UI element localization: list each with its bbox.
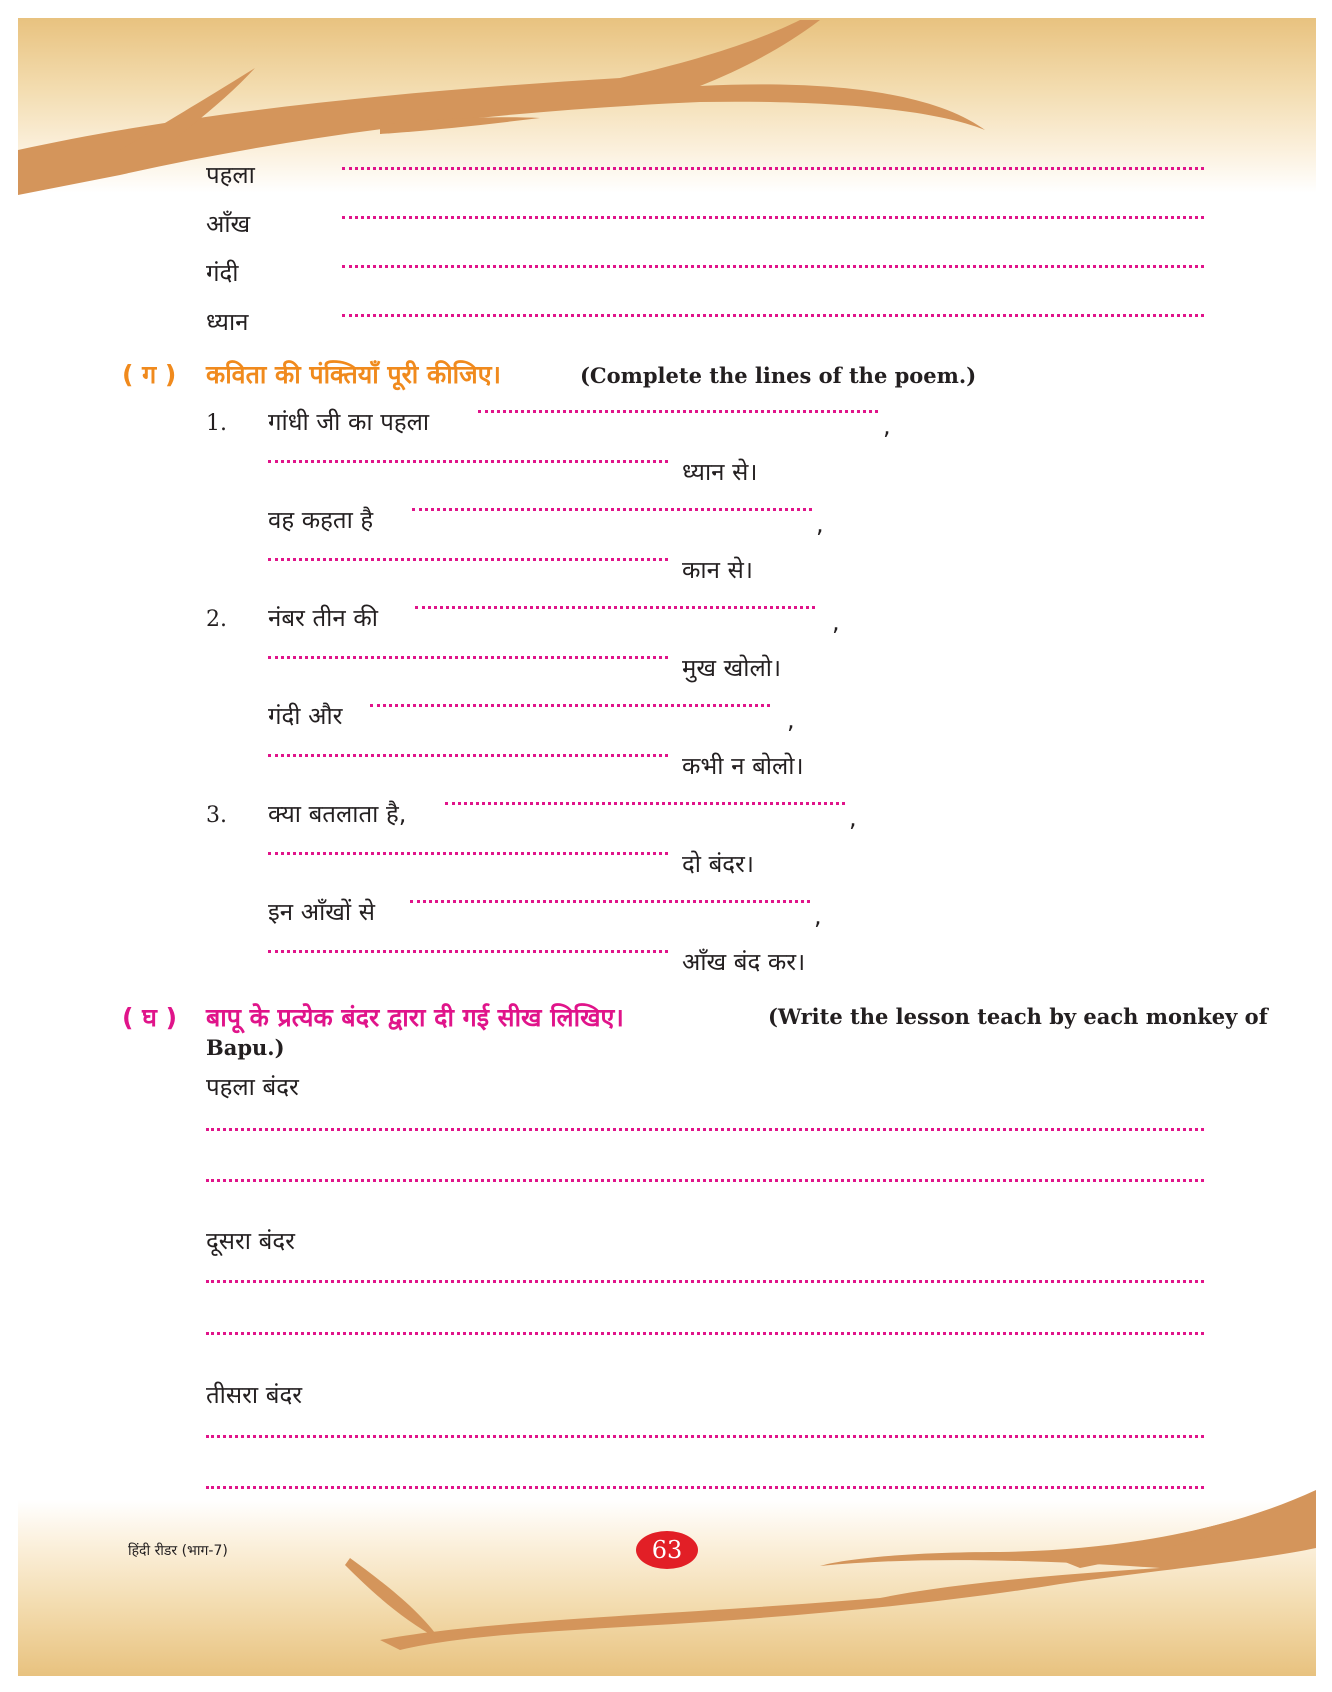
section-gha-title-en: (Write the lesson teach by each monkey of [768,1004,1268,1029]
item-1-line3-blank[interactable] [412,508,812,511]
section-gha-label: ( घ ) [122,1003,178,1032]
item-1-number: 1. [206,411,227,436]
item-2-line2-blank[interactable] [268,656,668,659]
item-2-line3-text: गंदी और [268,702,343,730]
item-3-line2-blank[interactable] [268,852,668,855]
monkey-1-answer-line-2[interactable] [206,1179,1204,1182]
item-2-line1-comma: , [832,608,840,636]
word-1: पहला [206,161,255,189]
monkey-2-answer-line-2[interactable] [206,1332,1204,1335]
item-3-line4-blank[interactable] [268,950,668,953]
monkey-2-answer-line-1[interactable] [206,1280,1204,1283]
item-2-number: 2. [206,607,227,632]
item-1-line2-blank[interactable] [268,460,668,463]
monkey-1-label: पहला बंदर [206,1073,299,1101]
item-2-line3-blank[interactable] [370,704,770,707]
monkey-1-answer-line-1[interactable] [206,1128,1204,1131]
answer-line-word-1[interactable] [342,167,1204,170]
item-2-line1-text: नंबर तीन की [268,604,378,632]
item-2-line4-blank[interactable] [268,754,668,757]
monkey-3-answer-line-2[interactable] [206,1486,1204,1489]
item-3-line4-text: आँख बंद कर। [682,948,806,976]
word-3: गंदी [206,259,239,287]
item-1-line1-blank[interactable] [478,410,878,413]
bottom-branch-curl [345,1558,440,1640]
item-3-line3-comma: , [814,902,822,930]
section-gha-title: बापू के प्रत्येक बंदर द्वारा दी गई सीख लिखिए। [206,1003,624,1032]
item-3-line3-text: इन आँखों से [268,898,375,926]
book-title: हिंदी रीडर (भाग-7) [128,1543,228,1559]
item-1-line4-blank[interactable] [268,558,668,561]
section-ga-title-en: (Complete the lines of the poem.) [580,363,977,388]
item-3-line3-blank[interactable] [410,900,810,903]
section-ga-label: ( ग ) [122,360,177,389]
monkey-3-label: तीसरा बंदर [206,1381,303,1409]
monkey-3-answer-line-1[interactable] [206,1435,1204,1438]
item-1-line2-text: ध्यान से। [682,458,758,486]
item-3-number: 3. [206,803,227,828]
item-1-line1-text: गांधी जी का पहला [268,408,430,436]
item-1-line4-text: कान से। [682,556,753,584]
item-2-line2-text: मुख खोलो। [682,654,782,682]
answer-line-word-3[interactable] [342,265,1204,268]
item-3-line1-comma: , [849,804,857,832]
item-2-line1-blank[interactable] [415,606,815,609]
item-2-line4-text: कभी न बोलो। [682,752,804,780]
section-ga-title: कविता की पंक्तियाँ पूरी कीजिए। [206,360,501,389]
monkey-2-label: दूसरा बंदर [206,1227,295,1255]
page-number: 63 [636,1531,698,1569]
word-4: ध्यान [206,308,249,336]
section-gha-title-en-2: Bapu.) [206,1035,285,1060]
item-1-line3-text: वह कहता है [268,506,374,534]
item-1-line1-comma: , [883,412,891,440]
word-2: आँख [206,210,251,238]
answer-line-word-2[interactable] [342,216,1204,219]
item-3-line2-text: दो बंदर। [682,850,754,878]
item-2-line3-comma: , [787,706,795,734]
item-3-line1-text: क्या बतलाता है, [268,800,407,828]
item-3-line1-blank[interactable] [445,802,845,805]
bottom-branch-main [380,1490,1316,1650]
item-1-line3-comma: , [816,510,824,538]
answer-line-word-4[interactable] [342,314,1204,317]
